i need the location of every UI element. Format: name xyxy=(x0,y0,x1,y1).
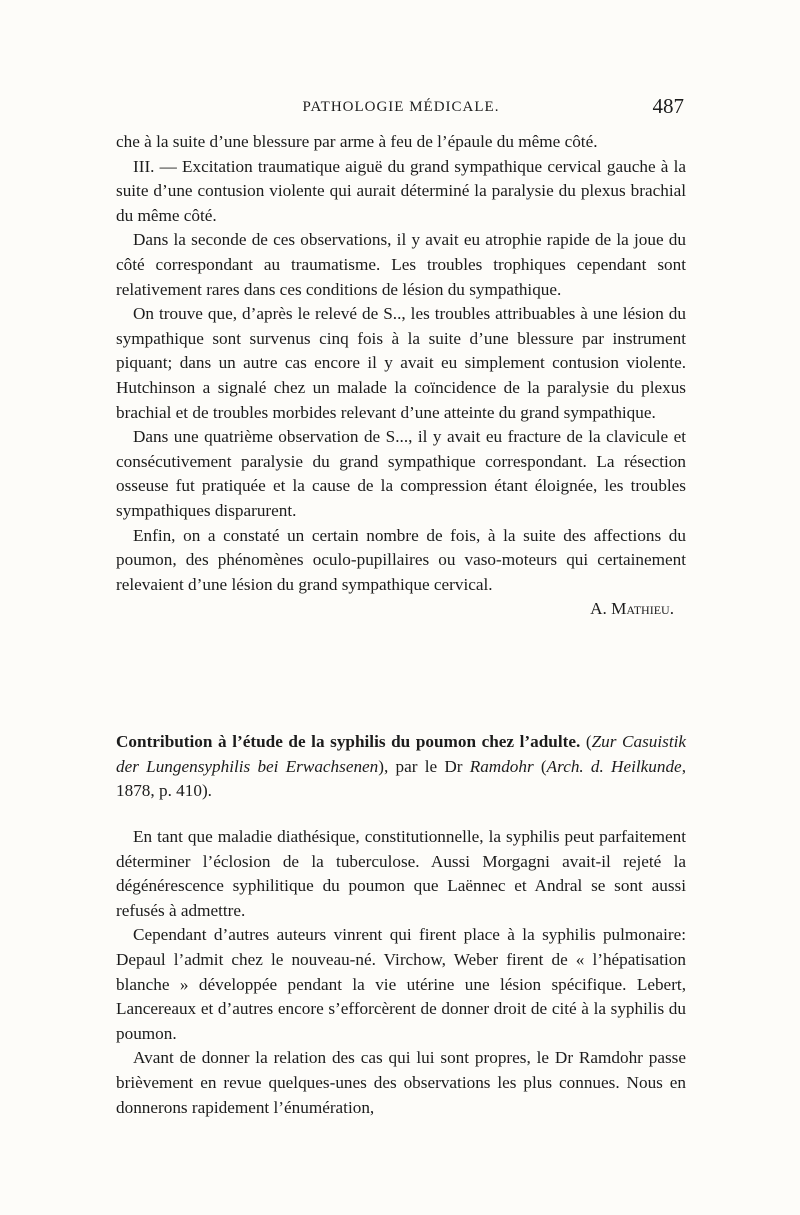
journal-name: Arch. d. Heilkunde xyxy=(546,756,682,776)
source-citation: , 1878, p. 410). xyxy=(116,756,686,801)
paragraph: Avant de donner la relation des cas qui lui sont propres, le Dr Ramdohr passe brièvement en revue quelques-unes des observations les plus connues. Nous en donnerons rapidement l’énumération, xyxy=(116,1048,686,1117)
paragraph: III. — Excitation traumatique aiguë du grand sympathique cervical gauche à la suite d’une contusion violente qui aurait déterminé la paralysie du plexus brachial du même côté. xyxy=(116,156,686,225)
paragraph: On trouve que, d’après le relevé de S.., les troubles attribuables à une lésion du sympathique sont survenus cinq fois à la suite d’une blessure par instrument piquant; dans un autre cas encore il y avait eu simplement contusion violente. Hutchinson a signalé chez un malade la coïncidence de la paralysie du plexus brachial et de troubles morbides relevant d’une atteinte du grand sympathique. xyxy=(116,304,686,422)
section-syphilis xyxy=(116,825,686,1120)
section-mathieu xyxy=(116,130,686,622)
article-heading xyxy=(116,730,686,804)
paragraph: che à la suite d’une blessure par arme à feu de l’épaule du même côté. xyxy=(116,132,598,151)
author-signature: A. Mathieu. xyxy=(590,599,674,619)
paragraph: En tant que maladie diathésique, constitutionnelle, la syphilis peut parfaitement déterminer l’éclosion de la tuberculose. Aussi Morgagni avait-il rejeté la dégénérescence syphilitique du poumon que Laënnec et Andral se sont aussi refusés à admettre. xyxy=(116,827,686,920)
paragraph: Enfin, on a constaté un certain nombre de fois, à la suite des affections du poumon, des phénomènes oculo-pupillaires ou vaso-moteurs qui certainement relevaient d’une lésion du grand sympathique cervical. xyxy=(116,525,686,594)
author-name: Ramdohr xyxy=(469,756,534,776)
running-title: PATHOLOGIE MÉDICALE. xyxy=(302,99,500,115)
source-text: ), par le Dr xyxy=(378,756,470,776)
paragraph: Cependant d’autres auteurs vinrent qui firent place à la syphilis pulmonaire: Depaul l’admit chez le nouveau-né. Virchow, Weber firent de « l’hépatisation blanche » développée pendant la vie utérine une lésion spécifique. Lebert, Lancereaux et d’autres encore s’efforcèrent de donner droit de cité à la syphilis du poumon. xyxy=(116,925,686,1043)
paragraph: Dans une quatrième observation de S..., il y avait eu fracture de la clavicule et consécutivement paralysie du grand sympathique correspondant. La résection osseuse fut pratiquée et la cause de la compression étant éloignée, les troubles sympathiques disparurent. xyxy=(116,427,686,520)
punct: ( xyxy=(533,756,547,776)
article-title: Contribution à l’étude de la syphilis du poumon chez l’adulte. xyxy=(116,732,581,751)
signature-line xyxy=(116,597,686,622)
paragraph: Dans la seconde de ces observations, il y avait eu atrophie rapide de la joue du côté correspondant au traumatisme. Les troubles trophiques cependant sont relativement rares dans ces conditions de lésion du sympathique. xyxy=(116,230,686,299)
punct: ( xyxy=(585,732,592,751)
page-number: 487 xyxy=(652,94,684,118)
page-header xyxy=(118,96,684,120)
source-title: Zur Casuistik der Lungensyphilis bei Erwachsenen xyxy=(116,732,687,776)
